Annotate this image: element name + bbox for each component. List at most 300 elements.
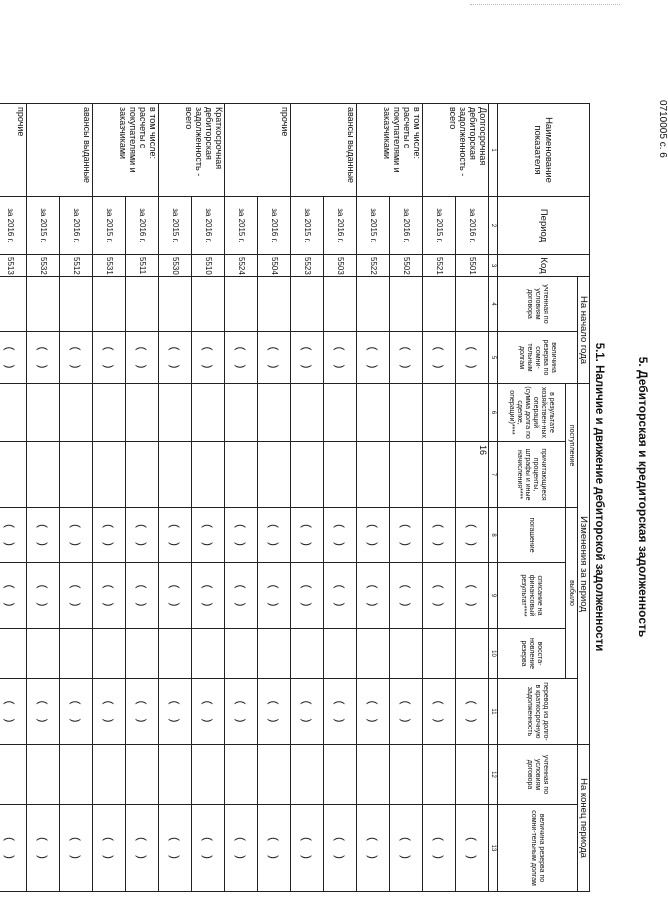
parenthesised-cell	[423, 508, 456, 563]
paren-open: (	[399, 837, 413, 842]
paren-close: )	[432, 718, 446, 723]
column-number: 10	[489, 629, 498, 679]
empty-cell	[324, 745, 357, 805]
paren-close: )	[36, 602, 50, 607]
header-transfer: перевод из долго- в краткосрочную задолженность	[498, 679, 578, 745]
paren-close: )	[399, 718, 413, 723]
row-period: за 2016 г.	[60, 197, 93, 255]
table-row	[258, 104, 291, 892]
paren-open: (	[234, 837, 248, 842]
parenthesised-cell	[93, 805, 126, 892]
parenthesised-cell	[93, 332, 126, 384]
paren-close: )	[102, 602, 116, 607]
empty-cell	[192, 745, 225, 805]
empty-cell	[159, 277, 192, 332]
empty-cell	[456, 745, 489, 805]
empty-cell	[93, 745, 126, 805]
paren-open: (	[3, 700, 17, 705]
paren-open: (	[366, 524, 380, 529]
paren-open: (	[135, 700, 149, 705]
empty-cell	[93, 629, 126, 679]
paren-open: (	[300, 524, 314, 529]
header-name: Наименование показателя	[498, 104, 590, 197]
paren-open: (	[234, 584, 248, 589]
row-name: Долгосрочная дебиторская задолженность - всего	[423, 104, 489, 197]
paren-open: (	[333, 700, 347, 705]
paren-open: (	[399, 700, 413, 705]
header-repayment: погашение	[498, 508, 566, 563]
table-row	[60, 104, 93, 892]
parenthesised-cell	[192, 563, 225, 629]
paren-close: )	[69, 718, 83, 723]
row-code: 5503	[324, 255, 357, 277]
table-row	[93, 104, 126, 892]
paren-open: (	[102, 346, 116, 351]
paren-open: (	[432, 700, 446, 705]
parenthesised-cell	[60, 679, 93, 745]
empty-cell	[291, 384, 324, 442]
column-number: 9	[489, 563, 498, 629]
parenthesised-cell	[159, 563, 192, 629]
paren-close: )	[102, 855, 116, 860]
paren-close: )	[234, 602, 248, 607]
paren-close: )	[168, 602, 182, 607]
paren-open: (	[333, 346, 347, 351]
paren-close: )	[135, 364, 149, 369]
parenthesised-cell	[291, 679, 324, 745]
paren-close: )	[3, 364, 17, 369]
paren-open: (	[102, 524, 116, 529]
paren-open: (	[135, 346, 149, 351]
parenthesised-cell	[159, 508, 192, 563]
rotated-page	[3, 103, 650, 891]
parenthesised-cell	[60, 332, 93, 384]
paren-open: (	[399, 584, 413, 589]
header-period: Период	[498, 197, 590, 255]
empty-cell	[291, 442, 324, 508]
paren-open: (	[69, 346, 83, 351]
paren-close: )	[465, 855, 479, 860]
empty-cell	[0, 442, 27, 508]
empty-cell	[423, 442, 456, 508]
parenthesised-cell	[390, 805, 423, 892]
paren-open: (	[3, 524, 17, 529]
empty-cell	[456, 629, 489, 679]
parenthesised-cell	[225, 563, 258, 629]
paren-open: (	[102, 584, 116, 589]
row-name: Краткосрочная дебиторская задолженность - всего	[159, 104, 225, 197]
row-name: авансы выданные	[291, 104, 357, 197]
empty-cell	[456, 277, 489, 332]
paren-close: )	[36, 364, 50, 369]
paren-close: )	[135, 855, 149, 860]
paren-close: )	[135, 542, 149, 547]
paren-close: )	[333, 718, 347, 723]
row-code: 5512	[60, 255, 93, 277]
paren-open: (	[168, 524, 182, 529]
empty-cell	[291, 277, 324, 332]
paren-open: (	[267, 524, 281, 529]
empty-cell	[423, 629, 456, 679]
parenthesised-cell	[390, 332, 423, 384]
header-reserve-start: величина резерва по сомни-тельным долгам	[498, 332, 578, 384]
paren-close: )	[168, 364, 182, 369]
column-number: 3	[489, 255, 498, 277]
parenthesised-cell	[456, 805, 489, 892]
paren-close: )	[36, 718, 50, 723]
paren-close: )	[366, 602, 380, 607]
paren-close: )	[3, 855, 17, 860]
paren-close: )	[135, 718, 149, 723]
empty-cell	[357, 442, 390, 508]
empty-cell	[324, 384, 357, 442]
paren-close: )	[69, 364, 83, 369]
paren-open: (	[267, 700, 281, 705]
row-name: прочие	[0, 104, 27, 197]
empty-cell	[60, 384, 93, 442]
empty-cell	[324, 277, 357, 332]
parenthesised-cell	[0, 805, 27, 892]
paren-open: (	[3, 837, 17, 842]
paren-open: (	[432, 346, 446, 351]
empty-cell	[0, 745, 27, 805]
paren-open: (	[69, 584, 83, 589]
paren-open: (	[267, 837, 281, 842]
parenthesised-cell	[27, 508, 60, 563]
parenthesised-cell	[60, 563, 93, 629]
empty-cell	[126, 277, 159, 332]
paren-open: (	[69, 524, 83, 529]
paren-open: (	[366, 346, 380, 351]
column-number: 2	[489, 197, 498, 255]
paren-close: )	[465, 718, 479, 723]
empty-cell	[357, 277, 390, 332]
parenthesised-cell	[27, 563, 60, 629]
paren-open: (	[465, 524, 479, 529]
header-end-of-period: На конец периода	[578, 745, 590, 892]
paren-close: )	[300, 718, 314, 723]
row-code: 5522	[357, 255, 390, 277]
empty-cell	[0, 384, 27, 442]
paren-open: (	[399, 524, 413, 529]
parenthesised-cell	[27, 679, 60, 745]
paren-open: (	[366, 837, 380, 842]
paren-close: )	[333, 364, 347, 369]
empty-cell	[456, 384, 489, 442]
paren-close: )	[36, 542, 50, 547]
empty-cell	[60, 629, 93, 679]
parenthesised-cell	[27, 805, 60, 892]
parenthesised-cell	[456, 563, 489, 629]
paren-close: )	[234, 718, 248, 723]
paren-open: (	[267, 346, 281, 351]
paren-open: (	[135, 584, 149, 589]
paren-close: )	[3, 718, 17, 723]
paren-close: )	[201, 542, 215, 547]
paren-open: (	[102, 837, 116, 842]
paren-close: )	[168, 855, 182, 860]
paren-open: (	[432, 584, 446, 589]
row-code: 5502	[390, 255, 423, 277]
header-inflow: поступление	[566, 384, 578, 508]
page-number: 16	[478, 444, 488, 455]
empty-cell	[390, 384, 423, 442]
parenthesised-cell	[357, 805, 390, 892]
row-period: за 2015 г.	[27, 197, 60, 255]
paren-close: )	[3, 542, 17, 547]
paren-open: (	[300, 700, 314, 705]
parenthesised-cell	[159, 332, 192, 384]
row-name: авансы выданные	[27, 104, 93, 197]
header-restore: восста-новление резерва	[498, 629, 566, 679]
column-number: 6	[489, 384, 498, 442]
header-contract-start: учтенная по условиям договора	[498, 277, 578, 332]
row-code: 5510	[192, 255, 225, 277]
parenthesised-cell	[357, 679, 390, 745]
paren-open: (	[366, 700, 380, 705]
header-outflow: выбыло	[566, 508, 578, 679]
parenthesised-cell	[60, 805, 93, 892]
parenthesised-cell	[93, 563, 126, 629]
paren-open: (	[36, 700, 50, 705]
row-period: за 2016 г.	[324, 197, 357, 255]
paren-close: )	[465, 542, 479, 547]
paren-open: (	[201, 837, 215, 842]
paren-open: (	[201, 584, 215, 589]
paren-close: )	[69, 542, 83, 547]
parenthesised-cell	[456, 679, 489, 745]
row-period: за 2016 г.	[192, 197, 225, 255]
paren-open: (	[69, 700, 83, 705]
table-row	[456, 104, 489, 892]
row-code: 5524	[225, 255, 258, 277]
parenthesised-cell	[93, 508, 126, 563]
paren-open: (	[3, 346, 17, 351]
parenthesised-cell	[357, 332, 390, 384]
paren-open: (	[135, 524, 149, 529]
paren-close: )	[399, 542, 413, 547]
row-code: 5532	[27, 255, 60, 277]
paren-close: )	[135, 602, 149, 607]
parenthesised-cell	[225, 679, 258, 745]
paren-open: (	[399, 346, 413, 351]
parenthesised-cell	[423, 332, 456, 384]
paren-open: (	[168, 837, 182, 842]
paren-close: )	[432, 602, 446, 607]
empty-cell	[258, 277, 291, 332]
parenthesised-cell	[225, 332, 258, 384]
empty-cell	[93, 384, 126, 442]
row-name: прочие	[225, 104, 291, 197]
row-code: 5504	[258, 255, 291, 277]
parenthesised-cell	[126, 805, 159, 892]
paren-close: )	[432, 855, 446, 860]
row-period: за 2016 г.	[456, 197, 489, 255]
empty-cell	[225, 442, 258, 508]
form-code: 0710005 с. 6	[657, 100, 668, 158]
paren-close: )	[201, 855, 215, 860]
header-business-ops: в результате хозяйствен-ных операций (сумма долга по сделке, операции)****	[498, 384, 566, 442]
empty-cell	[192, 277, 225, 332]
scan-artifact	[470, 4, 620, 8]
paren-close: )	[399, 364, 413, 369]
column-number: 12	[489, 745, 498, 805]
header-contract-end: учтенная по условиям договора	[498, 745, 578, 805]
paren-close: )	[366, 855, 380, 860]
empty-cell	[390, 745, 423, 805]
paren-open: (	[102, 700, 116, 705]
column-numbers-row	[489, 104, 498, 892]
header-changes: Изменения за период	[578, 384, 590, 745]
parenthesised-cell	[192, 679, 225, 745]
paren-close: )	[234, 542, 248, 547]
paren-close: )	[3, 602, 17, 607]
table-title: 5.1. Наличие и движение дебиторской задолженности	[593, 342, 605, 652]
empty-cell	[192, 629, 225, 679]
paren-close: )	[234, 855, 248, 860]
paren-open: (	[234, 700, 248, 705]
paren-close: )	[432, 364, 446, 369]
paren-open: (	[465, 584, 479, 589]
parenthesised-cell	[390, 508, 423, 563]
paren-close: )	[366, 542, 380, 547]
table-row	[126, 104, 159, 892]
column-number: 5	[489, 332, 498, 384]
parenthesised-cell	[291, 332, 324, 384]
table-row	[423, 104, 456, 892]
paren-open: (	[333, 524, 347, 529]
parenthesised-cell	[357, 563, 390, 629]
paren-close: )	[399, 602, 413, 607]
paren-close: )	[267, 718, 281, 723]
parenthesised-cell	[192, 332, 225, 384]
parenthesised-cell	[258, 805, 291, 892]
empty-cell	[423, 745, 456, 805]
empty-cell	[291, 745, 324, 805]
empty-cell	[225, 745, 258, 805]
row-period: за 2015 г.	[159, 197, 192, 255]
paren-close: )	[300, 364, 314, 369]
table-row	[0, 104, 27, 892]
paren-open: (	[201, 700, 215, 705]
paren-open: (	[36, 524, 50, 529]
row-name: в том числе: расчеты с покупателями и заказчиками	[93, 104, 159, 197]
paren-open: (	[333, 584, 347, 589]
table-row	[192, 104, 225, 892]
paren-open: (	[201, 524, 215, 529]
paren-close: )	[168, 542, 182, 547]
paren-close: )	[201, 602, 215, 607]
row-period: за 2015 г.	[423, 197, 456, 255]
parenthesised-cell	[258, 508, 291, 563]
column-number: 1	[489, 104, 498, 197]
paren-close: )	[201, 364, 215, 369]
empty-cell	[126, 442, 159, 508]
paren-open: (	[432, 524, 446, 529]
parenthesised-cell	[291, 805, 324, 892]
empty-cell	[390, 629, 423, 679]
paren-open: (	[465, 346, 479, 351]
paren-close: )	[267, 364, 281, 369]
row-period: за 2016 г.	[0, 197, 27, 255]
empty-cell	[192, 384, 225, 442]
parenthesised-cell	[126, 332, 159, 384]
parenthesised-cell	[93, 679, 126, 745]
paren-open: (	[300, 584, 314, 589]
parenthesised-cell	[126, 563, 159, 629]
empty-cell	[258, 442, 291, 508]
empty-cell	[60, 745, 93, 805]
parenthesised-cell	[423, 679, 456, 745]
paren-close: )	[300, 602, 314, 607]
empty-cell	[225, 277, 258, 332]
empty-cell	[258, 745, 291, 805]
empty-cell	[27, 384, 60, 442]
empty-cell	[159, 384, 192, 442]
parenthesised-cell	[258, 679, 291, 745]
paren-open: (	[366, 584, 380, 589]
empty-cell	[357, 745, 390, 805]
row-period: за 2016 г.	[258, 197, 291, 255]
row-period: за 2015 г.	[225, 197, 258, 255]
paren-open: (	[465, 837, 479, 842]
paren-close: )	[465, 602, 479, 607]
parenthesised-cell	[225, 805, 258, 892]
empty-cell	[27, 629, 60, 679]
paren-open: (	[432, 837, 446, 842]
paren-close: )	[465, 364, 479, 369]
table-row	[324, 104, 357, 892]
paren-close: )	[102, 718, 116, 723]
row-period: за 2016 г.	[390, 197, 423, 255]
empty-cell	[390, 442, 423, 508]
paren-open: (	[168, 346, 182, 351]
column-number: 7	[489, 442, 498, 508]
row-code: 5511	[126, 255, 159, 277]
parenthesised-cell	[456, 332, 489, 384]
paren-close: )	[234, 364, 248, 369]
header-reserve-end: величина резерва по сомни-тельным долгам	[498, 805, 578, 892]
paren-open: (	[234, 346, 248, 351]
parenthesised-cell	[192, 508, 225, 563]
empty-cell	[357, 384, 390, 442]
table-row	[159, 104, 192, 892]
parenthesised-cell	[0, 332, 27, 384]
row-code: 5531	[93, 255, 126, 277]
row-period: за 2015 г.	[93, 197, 126, 255]
empty-cell	[126, 745, 159, 805]
empty-cell	[126, 629, 159, 679]
empty-cell	[258, 629, 291, 679]
header-writeoff: списание на финансовый результат****	[498, 563, 566, 629]
parenthesised-cell	[159, 805, 192, 892]
empty-cell	[0, 629, 27, 679]
parenthesised-cell	[60, 508, 93, 563]
row-period: за 2015 г.	[291, 197, 324, 255]
empty-cell	[159, 629, 192, 679]
empty-cell	[159, 442, 192, 508]
section-title: 5. Дебиторская и кредиторская задолженность	[636, 356, 650, 638]
header-interest: причитающиеся проценты, штрафы и иные начисления****	[498, 442, 566, 508]
empty-cell	[159, 745, 192, 805]
parenthesised-cell	[456, 508, 489, 563]
paren-open: (	[333, 837, 347, 842]
row-name: в том числе: расчеты с покупателями и заказчиками	[357, 104, 423, 197]
paren-open: (	[465, 700, 479, 705]
paren-open: (	[36, 584, 50, 589]
parenthesised-cell	[126, 679, 159, 745]
empty-cell	[27, 277, 60, 332]
